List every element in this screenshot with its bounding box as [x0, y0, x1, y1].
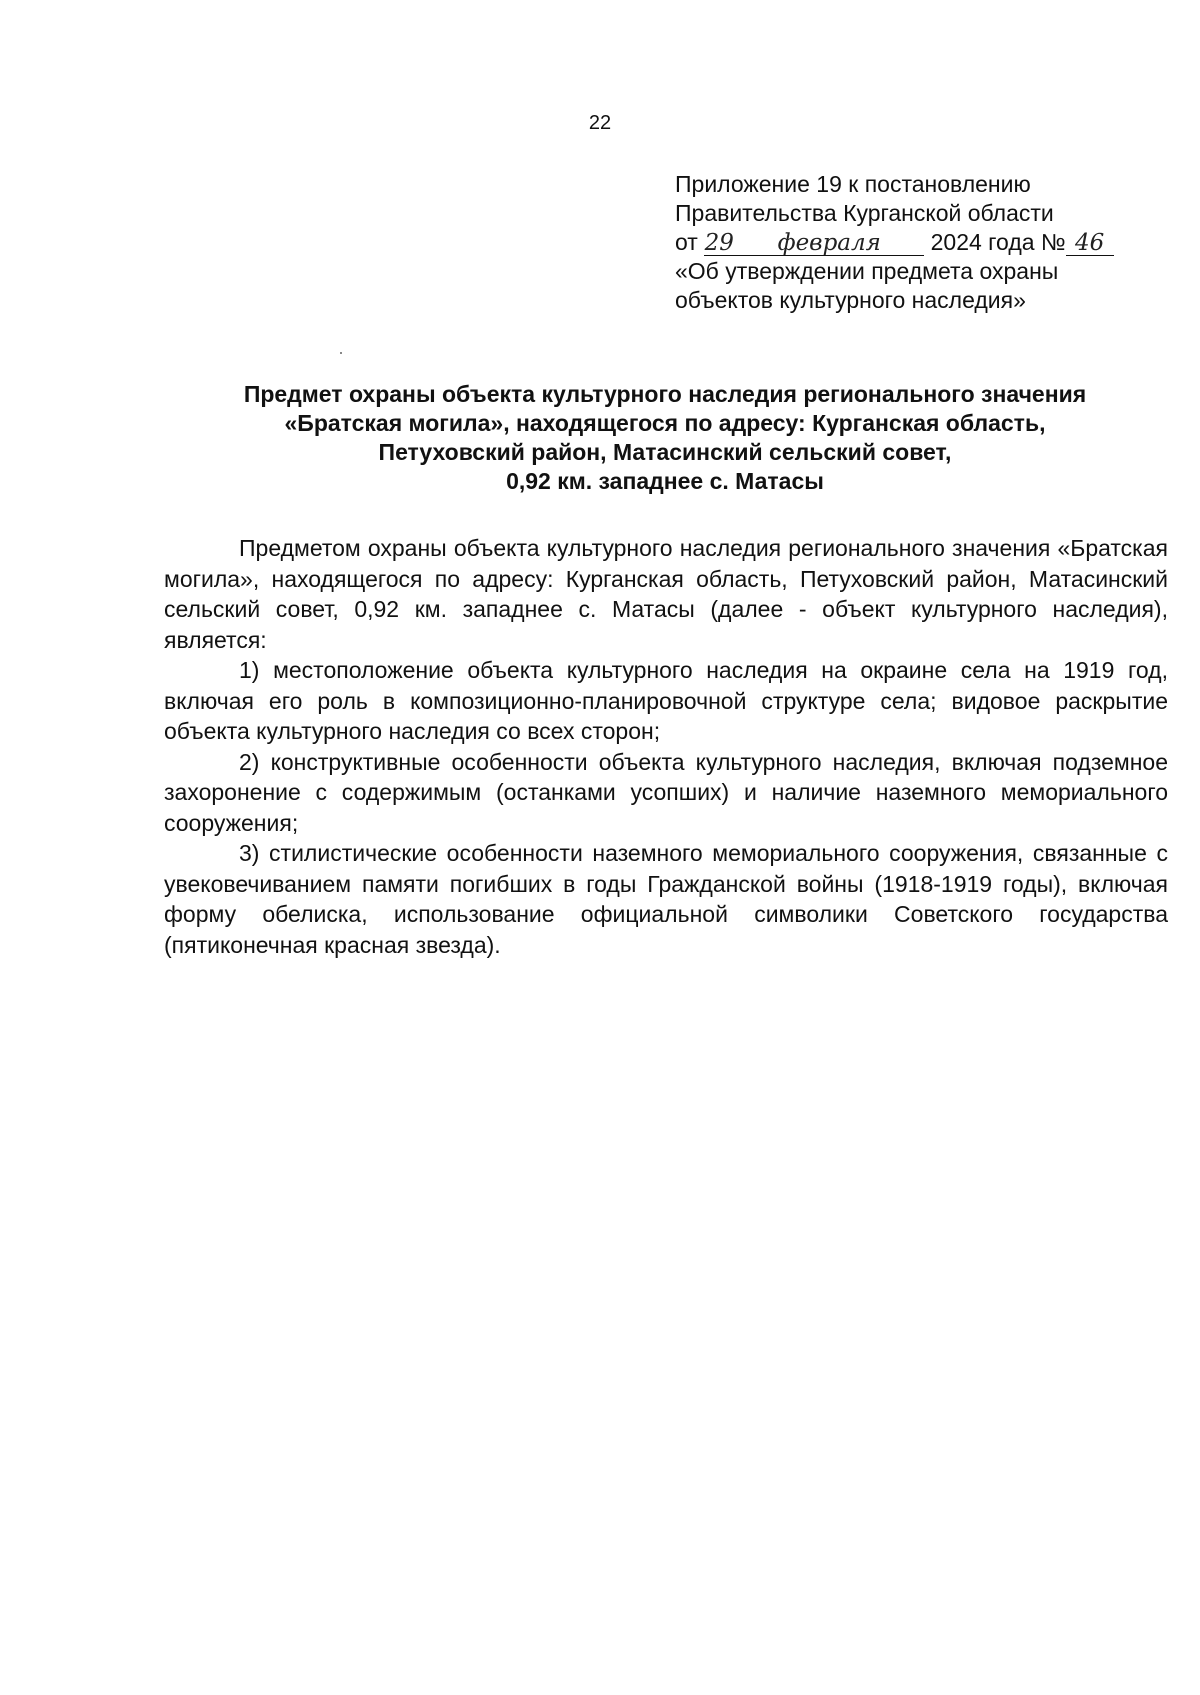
title-line-4: 0,92 км. западнее с. Матасы — [506, 468, 824, 494]
intro-paragraph: Предметом охраны объекта культурного наследия регионального значения «Братская могила», находящегося по адресу: Курганская область, Петуховский район, Матасинский сельский совет, 0,92 км. западнее с. Матасы (далее - объект культурного наследия), является: — [164, 535, 1168, 653]
list-item-2: 2) конструктивные особенности объекта культурного наследия, включая подземное захоронение с содержимым (останками усопших) и наличие наземного мемориального сооружения; — [164, 748, 1168, 836]
title-line-3: Петуховский район, Матасинский сельский совет, — [378, 439, 952, 465]
handwritten-month: февраля — [734, 231, 924, 256]
document-title — [160, 380, 1170, 496]
list-item-1: 1) местоположение объекта культурного наследия на окраине села на 1919 год, включая его роль в композиционно-планировочной структуре села; видовое раскрытие объекта культурного наследия со всех сторон; — [164, 657, 1168, 744]
appendix-line-1: Приложение 19 к постановлению — [675, 171, 1031, 197]
year-text: 2024 года № — [930, 229, 1066, 255]
document-body — [164, 533, 1168, 960]
list-item-3: 3) стилистические особенности наземного мемориального сооружения, связанные с увековечиванием памяти погибших в годы Гражданской войны (1918-1919 годы), включая форму обелиска, использование официальной символики Советского государства (пятиконечная красная звезда). — [164, 840, 1168, 958]
appendix-line-4: «Об утверждении предмета охраны — [675, 258, 1059, 284]
title-line-1: Предмет охраны объекта культурного наследия регионального значения — [243, 381, 1087, 407]
appendix-line-2: Правительства Курганской области — [675, 200, 1054, 226]
title-line-2: «Братская могила», находящегося по адресу: Курганская область, — [284, 410, 1046, 436]
appendix-header — [675, 170, 1155, 315]
date-prefix: от — [675, 229, 698, 255]
appendix-date-line — [675, 228, 1155, 257]
page-number: 22 — [588, 112, 612, 134]
appendix-line-5: объектов культурного наследия» — [675, 287, 1026, 313]
handwritten-number: 46 — [1066, 231, 1114, 256]
handwritten-day: 29 — [704, 230, 734, 256]
scan-dot — [340, 352, 342, 354]
